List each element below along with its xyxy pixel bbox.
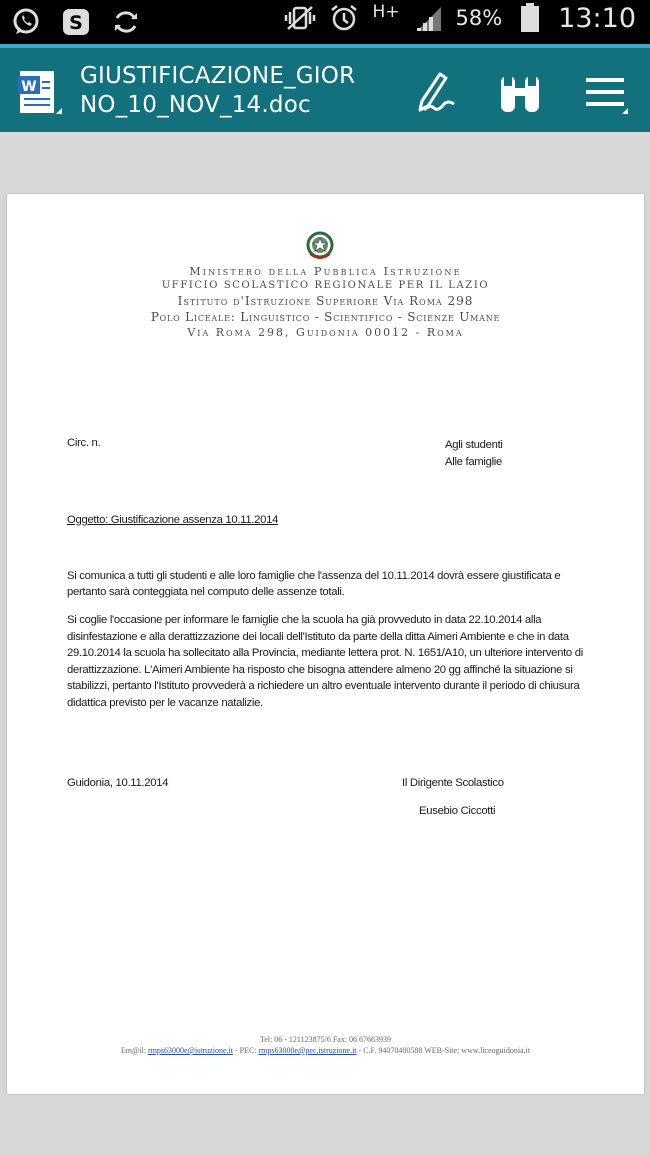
footer-pec-prefix: - PEC: <box>232 1046 259 1055</box>
footer-contact-line <box>7 1045 644 1056</box>
edit-pen-icon <box>410 70 458 118</box>
find-binoculars-icon <box>496 70 544 118</box>
network-type-label: H+ <box>372 2 400 22</box>
letterhead-ministry: Ministero della Pubblica Istruzione <box>189 265 462 278</box>
letterhead <box>7 264 644 340</box>
word-document-icon[interactable] <box>16 68 64 118</box>
battery-icon <box>514 2 546 34</box>
find-button[interactable] <box>496 70 544 118</box>
svg-text:W: W <box>21 79 37 95</box>
document-title-line-2: NO_10_NOV_14.doc <box>80 92 311 118</box>
clock: 13:10 <box>558 2 636 34</box>
italian-republic-emblem <box>305 230 335 262</box>
place-date: Guidonia, 10.11.2014 <box>67 777 169 789</box>
document-action-bar <box>0 44 650 132</box>
menu-icon <box>582 70 630 118</box>
signatory-name: Eusebio Ciccotti <box>419 805 496 817</box>
signal-icon <box>412 2 444 34</box>
edit-pen-button[interactable] <box>410 70 458 118</box>
footer-email-prefix: Em@il: <box>120 1046 149 1055</box>
document-title-line-1: GIUSTIFICAZIONE_GIOR <box>80 63 356 89</box>
status-bar <box>0 0 650 44</box>
paragraph-1: Si comunica a tutti gli studenti e alle loro famiglie che l'assenza del 10.11.2014 dovrà essere giustificata e pertanto sarà conteggiata nel computo delle assenze totali. <box>67 570 561 598</box>
document-footer <box>7 1034 644 1056</box>
letterhead-address: Via Roma 298, Guidonia 00012 - Roma <box>187 326 464 339</box>
circular-number: Circ. n. <box>67 437 101 449</box>
footer-suffix: - C.F. 94070400588 WEB-Site: www.liceoguidonia.it <box>356 1046 531 1055</box>
recipient-families: Alle famiglie <box>445 456 503 468</box>
subject-line: Oggetto: Giustificazione assenza 10.11.2014 <box>67 514 279 526</box>
menu-button[interactable] <box>582 70 630 118</box>
letterhead-office: UFFICIO SCOLASTICO REGIONALE PER IL LAZIO <box>161 280 490 291</box>
footer-pec-link[interactable]: rmps63000e@pec.istruzione.it <box>258 1046 357 1055</box>
vibrate-icon <box>284 2 316 34</box>
document-page[interactable] <box>7 194 644 1094</box>
footer-email-link[interactable]: rmps63000e@istruzione.it <box>148 1046 233 1055</box>
skype-icon <box>60 6 92 38</box>
sync-icon <box>110 6 142 38</box>
svg-text:S: S <box>69 12 83 34</box>
alarm-icon <box>328 2 360 34</box>
recipients <box>445 437 503 471</box>
battery-percentage: 58% <box>455 6 503 30</box>
letterhead-school: Polo Liceale: Linguistico - Scientifico - Scienze Umane <box>150 310 501 324</box>
letterhead-institute: Istituto d'Istruzione Superiore Via Roma 298 <box>177 294 474 308</box>
footer-phone-line: Tel: 06 - 121123875/6 Fax: 06 67663939 <box>259 1035 392 1044</box>
document-title <box>80 62 380 120</box>
signatory-role: Il Dirigente Scolastico <box>402 777 504 789</box>
recipient-students: Agli studenti <box>445 439 503 451</box>
paragraph-2: Si coglie l'occasione per informare le famiglie che la scuola ha già provveduto in data 22.10.2014 alla disinfestazione e alla derattizzazione dei locali dell'Istituto da parte della ditta Aimeri Ambiente e che in data 29.10.2014 la scuola ha sollecitato alla Provincia, mediante lettera prot. N. 1651/A10, un ulteriore intervento di derattizzazione. L'Aimeri Ambiente ha risposto che bisogna attendere almeno 20 gg affinché la situazione si stabilizzi, pertanto l'Istituto provvederà a richiedere un altro eventuale intervento durante il periodo di chiusura didattica previsto per le vacanze natalizie. <box>67 614 583 709</box>
whatsapp-icon <box>10 6 42 38</box>
